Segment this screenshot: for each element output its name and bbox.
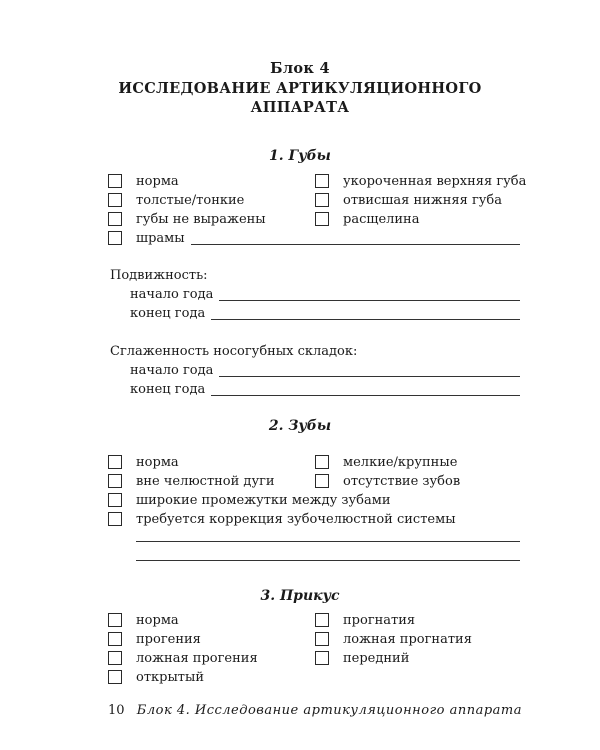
smoothness-start-row[interactable] (130, 361, 520, 379)
checkbox-box[interactable] (315, 193, 329, 207)
checkbox-label: отсутствие зубов (343, 473, 461, 489)
mobility-start-line[interactable] (219, 288, 520, 301)
page-footer (108, 703, 522, 721)
checkbox-box[interactable] (108, 651, 122, 665)
checkbox-label: отвисшая нижняя губа (343, 192, 502, 208)
mobility-end-line[interactable] (211, 307, 520, 320)
checkbox-box[interactable] (315, 651, 329, 665)
smoothness-end-row[interactable] (130, 380, 520, 398)
smoothness-end-label: конец года (130, 381, 206, 397)
checkbox-label: требуется коррекция зубочелюстной системы (136, 511, 456, 527)
section-lips-title: 1. Губы (269, 148, 331, 164)
checkbox-box[interactable] (315, 474, 329, 488)
page-title-line2: АППАРАТА (250, 99, 350, 116)
checkbox-label: ложная прогения (136, 650, 258, 666)
mobility-label: Подвижность: (110, 267, 208, 283)
checkbox-item[interactable] (315, 191, 502, 209)
scars-row[interactable] (108, 229, 520, 247)
smoothness-start-label: начало года (130, 362, 214, 378)
checkbox-item[interactable] (108, 191, 244, 209)
checkbox-item[interactable] (108, 491, 391, 509)
block-label: Блок 4 (270, 60, 330, 77)
mobility-start-label: начало года (130, 286, 214, 302)
checkbox-box[interactable] (108, 474, 122, 488)
mobility-end-label: конец года (130, 305, 206, 321)
checkbox-item[interactable] (108, 510, 456, 528)
correction-fill-line[interactable] (136, 541, 520, 542)
checkbox-box[interactable] (108, 493, 122, 507)
checkbox-box[interactable] (315, 212, 329, 226)
checkbox-label: мелкие/крупные (343, 454, 458, 470)
checkbox-item[interactable] (108, 649, 258, 667)
checkbox-item[interactable] (108, 453, 179, 471)
checkbox-item[interactable] (315, 649, 409, 667)
checkbox-label: норма (136, 454, 179, 470)
checkbox-label: прогения (136, 631, 201, 647)
checkbox-box[interactable] (315, 174, 329, 188)
checkbox-box[interactable] (108, 455, 122, 469)
running-title: Блок 4. Исследование артикуляционного аппарата (136, 703, 522, 718)
checkbox-box[interactable] (108, 632, 122, 646)
checkbox-label: толстые/тонкие (136, 192, 245, 208)
checkbox-label: норма (136, 173, 179, 189)
scars-fill-line[interactable] (191, 232, 520, 245)
checkbox-label: расщелина (343, 211, 420, 227)
checkbox-label: ложная прогнатия (343, 631, 472, 647)
checkbox-label: прогнатия (343, 612, 416, 628)
checkbox-box[interactable] (108, 174, 122, 188)
checkbox-item[interactable] (108, 630, 201, 648)
checkbox-item[interactable] (315, 630, 472, 648)
checkbox-box[interactable] (315, 455, 329, 469)
checkbox-box[interactable] (315, 613, 329, 627)
checkbox-item[interactable] (108, 172, 179, 190)
checkbox-label: передний (343, 650, 410, 666)
checkbox-label: вне челюстной дуги (136, 473, 275, 489)
checkbox-item[interactable] (315, 172, 526, 190)
checkbox-item[interactable] (315, 453, 457, 471)
correction-fill-line[interactable] (136, 560, 520, 561)
checkbox-box[interactable] (108, 212, 122, 226)
checkbox-box[interactable] (108, 193, 122, 207)
checkbox-item[interactable] (315, 210, 419, 228)
checkbox-box[interactable] (108, 231, 122, 245)
checkbox-item[interactable] (108, 611, 179, 629)
smoothness-end-line[interactable] (211, 383, 520, 396)
section-bite-title: 3. Прикус (260, 588, 340, 604)
mobility-end-row[interactable] (130, 304, 520, 322)
checkbox-label: норма (136, 612, 179, 628)
smoothness-start-line[interactable] (219, 364, 520, 377)
checkbox-box[interactable] (108, 613, 122, 627)
checkbox-label: укороченная верхняя губа (343, 173, 527, 189)
mobility-start-row[interactable] (130, 285, 520, 303)
checkbox-box[interactable] (315, 632, 329, 646)
checkbox-box[interactable] (108, 512, 122, 526)
section-teeth-title: 2. Зубы (268, 418, 332, 434)
page-title-line1: ИССЛЕДОВАНИЕ АРТИКУЛЯЦИОННОГО (118, 80, 482, 97)
checkbox-item[interactable] (108, 472, 275, 490)
checkbox-label: шрамы (136, 230, 185, 246)
page-number: 10 (108, 703, 125, 718)
checkbox-item[interactable] (108, 210, 266, 228)
checkbox-label: широкие промежутки между зубами (136, 492, 391, 508)
checkbox-item[interactable] (315, 472, 460, 490)
checkbox-item[interactable] (108, 668, 204, 686)
checkbox-item[interactable] (315, 611, 415, 629)
checkbox-label: губы не выражены (136, 211, 266, 227)
checkbox-label: открытый (136, 669, 205, 685)
checkbox-box[interactable] (108, 670, 122, 684)
smoothness-label: Сглаженность носогубных складок: (110, 343, 358, 359)
